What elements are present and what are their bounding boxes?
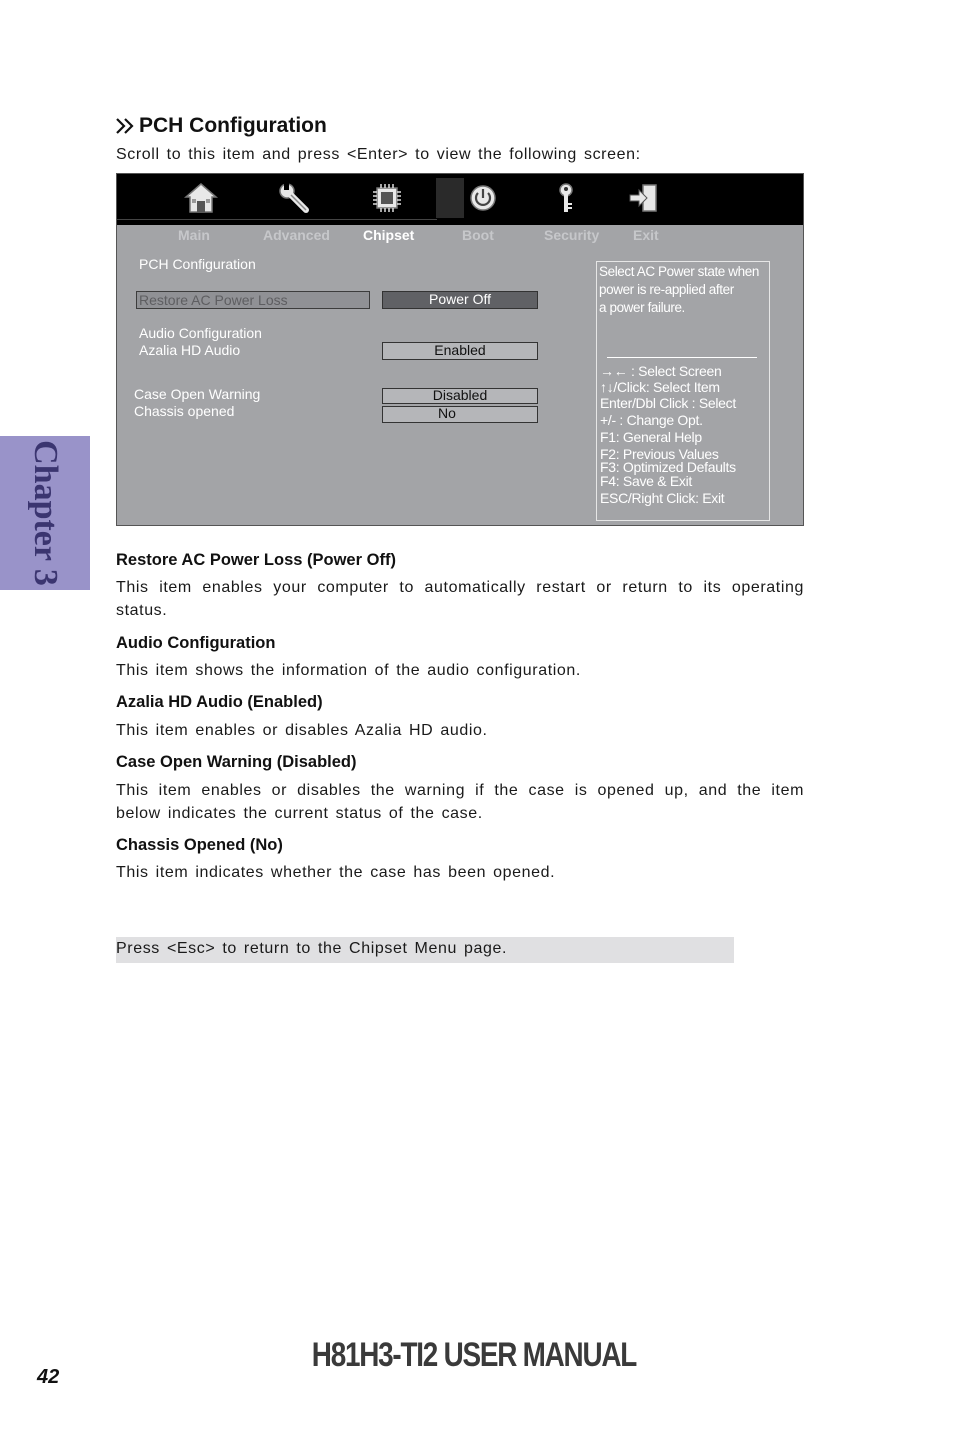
- desc-title-azalia: Azalia HD Audio (Enabled): [116, 693, 323, 711]
- tab-boot[interactable]: Boot: [462, 227, 494, 243]
- exit-icon: [627, 182, 661, 214]
- azalia-hd-audio-item[interactable]: Azalia HD Audio: [139, 342, 241, 358]
- case-open-warning-value[interactable]: Disabled: [382, 388, 538, 404]
- tab-exit[interactable]: Exit: [633, 227, 659, 243]
- help-divider: [607, 357, 757, 358]
- help-key-previous-values: F2: Previous Values: [600, 446, 719, 462]
- help-description: [599, 263, 769, 317]
- desc-body-restore-ac: This item enables your computer to automatically restart or return to its operating status.: [116, 579, 804, 619]
- help-key-select: Enter/Dbl Click : Select: [600, 395, 736, 411]
- restore-ac-power-loss-item[interactable]: Restore AC Power Loss: [136, 291, 370, 309]
- key-icon: [553, 181, 579, 215]
- desc-title-chassis: Chassis Opened (No): [116, 836, 283, 854]
- tab-security-icon-cell[interactable]: [544, 178, 588, 218]
- tab-chipset[interactable]: Chipset: [363, 227, 415, 243]
- tab-main[interactable]: Main: [178, 227, 210, 243]
- chassis-opened-value: No: [382, 406, 538, 423]
- top-bar-divider: [117, 219, 437, 220]
- tab-advanced[interactable]: Advanced: [263, 227, 330, 243]
- desc-body-audio-config: This item shows the information of the audio configuration.: [116, 662, 581, 679]
- desc-body-case-open: This item enables or disables the warning if the case is opened up, and the item below indicates the current status of the case.: [116, 782, 804, 822]
- chapter-label: Chapter 3: [27, 440, 64, 586]
- help-key-change-opt: +/- : Change Opt.: [600, 412, 703, 428]
- desc-title-case-open: Case Open Warning (Disabled): [116, 753, 357, 771]
- help-key-general-help: F1: General Help: [600, 429, 702, 445]
- section-title-text: PCH Configuration: [139, 114, 327, 137]
- power-icon: [467, 182, 499, 214]
- bios-screen: [116, 173, 804, 526]
- section-title: [115, 114, 327, 138]
- intro-text: Scroll to this item and press <Enter> to view the following screen:: [116, 146, 641, 163]
- help-key-select-screen: →← : Select Screen: [600, 363, 722, 379]
- home-icon: [183, 181, 219, 215]
- help-description-line: power is re-applied after: [599, 282, 734, 297]
- bios-top-bar: [117, 174, 803, 225]
- esc-note: Press <Esc> to return to the Chipset Menu page.: [116, 937, 734, 963]
- manual-title: H81H3-TI2 USER MANUAL: [311, 1336, 637, 1374]
- tab-security[interactable]: Security: [544, 227, 600, 243]
- tab-chipset-icon-cell[interactable]: [365, 178, 409, 218]
- help-panel: [596, 261, 770, 521]
- desc-title-restore-ac: Restore AC Power Loss (Power Off): [116, 551, 396, 569]
- help-key-exit: ESC/Right Click: Exit: [600, 490, 725, 506]
- desc-body-azalia: This item enables or disables Azalia HD audio.: [116, 722, 488, 739]
- tab-selected-marker: [436, 178, 464, 218]
- help-key-save-exit: F4: Save & Exit: [600, 473, 692, 489]
- help-key-optimized-defaults: F3: Optimized Defaults: [600, 459, 736, 475]
- help-description-line: a power failure.: [599, 300, 685, 315]
- azalia-hd-audio-value[interactable]: Enabled: [382, 342, 538, 360]
- help-key-select-item: ↑↓/Click: Select Item: [600, 379, 720, 395]
- tab-main-icon-cell[interactable]: [179, 178, 223, 218]
- chapter-tab: [0, 436, 90, 590]
- wrench-icon: [277, 181, 311, 215]
- bios-tab-bar: [117, 227, 803, 245]
- page-number: 42: [37, 1366, 60, 1388]
- desc-body-chassis: This item indicates whether the case has been opened.: [116, 864, 556, 881]
- audio-configuration-item[interactable]: Audio Configuration: [139, 325, 262, 341]
- double-chevron-right-icon: [115, 116, 135, 136]
- case-open-warning-item[interactable]: Case Open Warning: [134, 386, 261, 402]
- tab-exit-icon-cell[interactable]: [622, 178, 666, 218]
- desc-title-audio-config: Audio Configuration: [116, 634, 276, 652]
- tab-boot-icon-cell[interactable]: [461, 178, 505, 218]
- chassis-opened-item: Chassis opened: [134, 403, 235, 419]
- chip-icon: [370, 181, 404, 215]
- bios-page-title: PCH Configuration: [139, 256, 256, 272]
- tab-advanced-icon-cell[interactable]: [272, 178, 316, 218]
- restore-ac-power-loss-value[interactable]: Power Off: [382, 291, 538, 309]
- help-description-line: Select AC Power state when: [599, 264, 759, 279]
